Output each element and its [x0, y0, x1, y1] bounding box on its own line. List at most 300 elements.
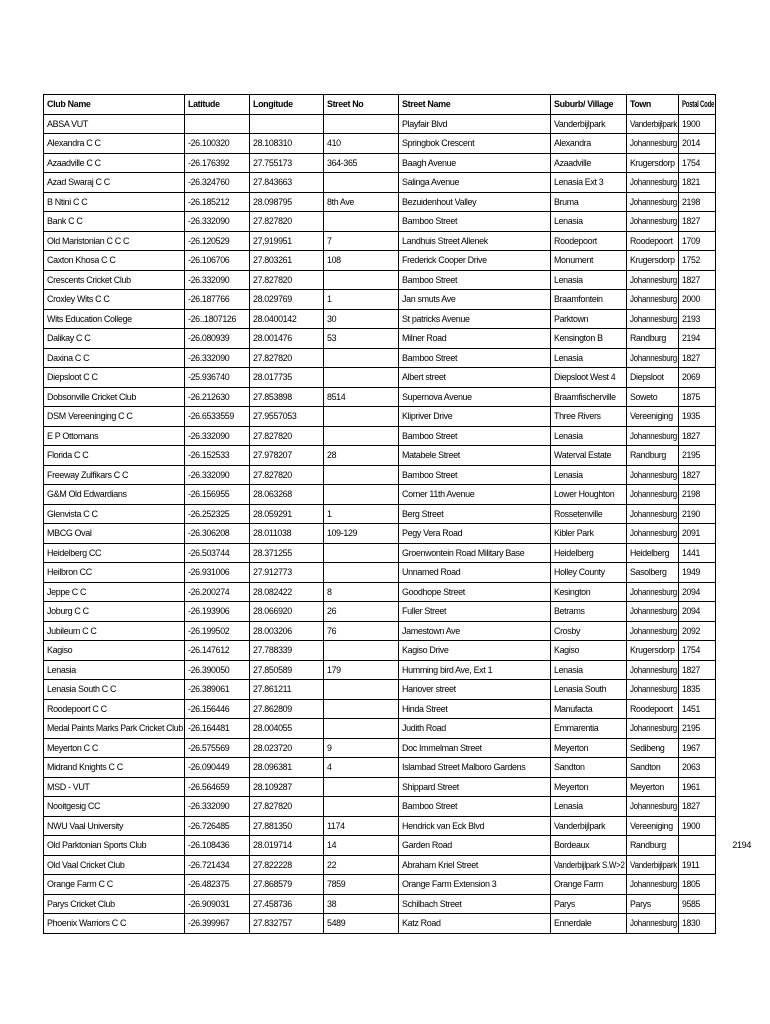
cell-town-text: Johannesburg [629, 177, 677, 187]
cell-postal-code [679, 719, 716, 739]
cell-latitude-text: -26.090449 [187, 762, 229, 772]
cell-postal-code-text: 2092 [682, 625, 701, 636]
cell-longitude [250, 914, 324, 934]
cell-street-no [324, 914, 399, 934]
cell-town-text: Meyerton [629, 781, 664, 792]
cell-postal-code-text: 9585 [682, 898, 701, 909]
cell-suburb-text: Meyerton [553, 742, 589, 753]
cell-club-name [44, 875, 185, 895]
cell-latitude-text: -26.120529 [187, 235, 229, 246]
cell-street-name [398, 192, 550, 212]
cell-longitude [250, 329, 324, 349]
cell-postal-code [679, 251, 716, 271]
cell-postal-code-text: 2069 [682, 372, 701, 382]
cell-suburb [550, 465, 626, 485]
cell-street-name-text: Unnamed Road [401, 567, 461, 577]
cell-latitude-text: -26.931006 [187, 567, 229, 577]
cell-club-name [44, 485, 185, 505]
cell-longitude-text: 27.843663 [253, 177, 293, 187]
cell-latitude [184, 173, 250, 193]
cell-club-name-text: Joburg C C [47, 606, 89, 616]
cell-street-no-text: 1 [327, 508, 332, 519]
table-row [44, 894, 716, 914]
cell-street-no-text: 7859 [327, 879, 346, 889]
cell-suburb-text: Lenasia [553, 664, 583, 675]
cell-town [626, 524, 678, 544]
header-suburb-text: Suburb/ Village [553, 99, 614, 109]
cell-longitude-text: 28.023720 [253, 742, 293, 753]
cell-postal-code-text: 1935 [682, 411, 701, 421]
cell-longitude-text: 27,919951 [253, 235, 293, 246]
cell-town [626, 777, 678, 797]
cell-suburb-text: Parys [553, 898, 575, 909]
cell-postal-code-text: 2094 [682, 606, 701, 616]
cell-longitude [250, 719, 324, 739]
cell-street-name-text: Abraham Kriel Street [401, 859, 478, 870]
cell-postal-code [679, 563, 716, 583]
cell-street-no-text: 5489 [327, 918, 346, 928]
cell-postal-code [679, 426, 716, 446]
cell-postal-code-text: 1821 [682, 177, 701, 187]
cell-town-text: Randburg [629, 333, 666, 343]
cell-town [626, 699, 678, 719]
cell-street-name [398, 309, 550, 329]
cell-club-name-text: Dobsonville Cricket Club [47, 391, 137, 402]
cell-street-name [398, 894, 550, 914]
cell-suburb-text: Rossetenville [553, 508, 603, 519]
cell-street-name-text: Baagh Avenue [401, 157, 456, 168]
cell-club-name-text: Bank C C [47, 216, 83, 226]
cell-postal-code [679, 309, 716, 329]
cell-postal-code-text: 1827 [682, 469, 701, 480]
cell-town-text: Krugersdorp [629, 157, 675, 168]
cell-club-name-text: Parys Cricket Club [47, 898, 115, 909]
cell-town-text: Johannesburg [629, 294, 677, 304]
table-row [44, 407, 716, 427]
cell-suburb [550, 329, 626, 349]
cell-street-no [324, 719, 399, 739]
cell-latitude-text: -26.399967 [187, 918, 229, 928]
cell-town [626, 309, 678, 329]
cell-suburb-text: Ennerdale [553, 918, 592, 928]
cell-street-no [324, 563, 399, 583]
cell-street-name [398, 543, 550, 563]
cell-street-name [398, 114, 550, 134]
cell-longitude-text: 27.853898 [253, 391, 293, 402]
cell-street-name [398, 251, 550, 271]
cell-postal-code-text: 1900 [682, 118, 701, 129]
cell-street-no [324, 660, 399, 680]
cell-town [626, 192, 678, 212]
cell-club-name [44, 270, 185, 290]
cell-street-name [398, 777, 550, 797]
cell-suburb [550, 563, 626, 583]
cell-street-no [324, 875, 399, 895]
cell-latitude [184, 231, 250, 251]
cell-street-no-text: 8514 [327, 391, 346, 402]
cell-latitude-text: -26.176392 [187, 157, 229, 168]
cell-town-text: Johannesburg [629, 138, 677, 148]
cell-latitude [184, 777, 250, 797]
cell-town [626, 660, 678, 680]
cell-suburb [550, 134, 626, 154]
cell-longitude [250, 407, 324, 427]
cell-street-no [324, 329, 399, 349]
cell-town-text: Krugersdorp [629, 255, 675, 265]
cell-street-name-text: Bamboo Street [401, 801, 458, 811]
cell-town-text: Johannesburg [629, 723, 677, 733]
cell-postal-code-text: 2094 [682, 586, 701, 597]
table-row [44, 173, 716, 193]
table-row [44, 446, 716, 466]
cell-latitude-text: -26.164481 [187, 723, 229, 733]
cell-town-text: Vereeniging [629, 820, 673, 831]
table-row [44, 582, 716, 602]
cell-latitude [184, 855, 250, 875]
cell-club-name [44, 719, 185, 739]
cell-club-name-text: Old Parktonian Sports Club [47, 840, 147, 850]
cell-club-name-text: Lenasia [47, 664, 76, 675]
cell-suburb [550, 231, 626, 251]
cell-latitude [184, 914, 250, 934]
cell-postal-code-text: 1949 [682, 567, 701, 577]
cell-street-no [324, 836, 399, 856]
cell-postal-code-text: 2195 [682, 450, 701, 460]
cell-suburb-text: Manufacta [553, 703, 593, 714]
cell-town [626, 816, 678, 836]
cell-street-name-text: Supernova Avenue [401, 391, 472, 402]
cell-town [626, 543, 678, 563]
cell-street-no-text: 8 [327, 586, 332, 597]
cell-street-name-text: Bamboo Street [401, 430, 458, 441]
cell-latitude [184, 641, 250, 661]
header-town [626, 95, 678, 115]
cell-suburb-text: Monument [553, 255, 593, 265]
cell-longitude-text: 28.082422 [253, 586, 293, 597]
cell-town [626, 114, 678, 134]
cell-postal-code-text: 1835 [682, 684, 701, 694]
cell-suburb [550, 660, 626, 680]
cell-street-name [398, 836, 550, 856]
table-row [44, 660, 716, 680]
cell-longitude-text: 28.001476 [253, 333, 293, 343]
cell-longitude-text: 28.011038 [253, 528, 292, 538]
cell-street-no [324, 426, 399, 446]
cell-latitude [184, 465, 250, 485]
cell-club-name [44, 894, 185, 914]
cell-suburb [550, 875, 626, 895]
cell-town [626, 485, 678, 505]
cell-street-name-text: Hanover street [401, 684, 456, 694]
cell-suburb [550, 504, 626, 524]
cell-latitude-text: -26.156446 [187, 703, 229, 714]
cell-street-no [324, 251, 399, 271]
cell-town [626, 563, 678, 583]
cell-street-name-text: Bamboo Street [401, 216, 458, 226]
cell-postal-code [679, 387, 716, 407]
cell-longitude-text: 27.861211 [253, 684, 292, 694]
cell-town-text: Johannesburg [629, 313, 677, 324]
cell-longitude-text: 27.862809 [253, 703, 293, 714]
cell-street-no [324, 680, 399, 700]
cell-club-name [44, 914, 185, 934]
cell-street-no-text: 76 [327, 625, 337, 636]
cell-club-name-text: Diepsloot C C [47, 372, 98, 382]
cell-suburb-text: Lenasia [553, 469, 583, 480]
cell-town [626, 426, 678, 446]
cell-town-text: Johannesburg [629, 216, 677, 226]
cell-club-name [44, 407, 185, 427]
cell-town-text: Johannesburg [629, 664, 677, 675]
cell-suburb-text: Lenasia [553, 216, 583, 226]
table-row [44, 855, 716, 875]
cell-longitude [250, 231, 324, 251]
cell-longitude-text: 28.019714 [253, 840, 293, 850]
cell-club-name-text: G&M Old Edwardians [47, 489, 127, 499]
cell-street-name-text: Berg Street [401, 508, 444, 519]
cell-town [626, 875, 678, 895]
cell-postal-code-text: 1827 [682, 274, 701, 285]
cell-latitude [184, 524, 250, 544]
cell-street-no [324, 738, 399, 758]
cell-street-no [324, 582, 399, 602]
cell-postal-code-text: 2198 [682, 489, 701, 499]
table-row [44, 426, 716, 446]
cell-longitude [250, 348, 324, 368]
cell-street-no [324, 641, 399, 661]
table-row [44, 719, 716, 739]
cell-street-no [324, 270, 399, 290]
cell-street-no [324, 699, 399, 719]
cell-club-name [44, 329, 185, 349]
cell-street-name [398, 875, 550, 895]
cell-street-name-text: Jan smuts Ave [401, 294, 456, 304]
cell-street-no-text: 364-365 [327, 157, 358, 168]
cell-latitude [184, 290, 250, 310]
cell-club-name [44, 836, 185, 856]
header-postal-code-text: Postal Code [682, 99, 715, 109]
cell-street-name [398, 582, 550, 602]
cell-longitude-text: 28.059291 [253, 508, 293, 519]
cell-suburb [550, 894, 626, 914]
cell-longitude-text: 27.788339 [253, 645, 293, 655]
table-row [44, 309, 716, 329]
cell-town-text: Johannesburg [629, 469, 677, 480]
table-row [44, 348, 716, 368]
cell-street-name-text: Goodhope Street [401, 586, 465, 597]
cell-longitude-text: 28.017735 [253, 372, 293, 382]
table-row [44, 114, 716, 134]
cell-town [626, 231, 678, 251]
cell-street-name [398, 680, 550, 700]
cell-suburb-text: Lenasia [553, 274, 583, 285]
cell-longitude [250, 251, 324, 271]
cell-latitude-text: -26.212630 [187, 391, 229, 402]
cell-suburb-text: Vanderbijlpark S.W>2 [553, 859, 625, 870]
cell-latitude-text: -26.156955 [187, 489, 229, 499]
cell-postal-code-text: 1827 [682, 801, 701, 811]
cell-town [626, 582, 678, 602]
cell-street-name [398, 738, 550, 758]
table-row [44, 368, 716, 388]
cell-town [626, 894, 678, 914]
cell-postal-code [679, 231, 716, 251]
cell-longitude [250, 758, 324, 778]
header-longitude [250, 95, 324, 115]
cell-latitude-text: -26.252325 [187, 508, 229, 519]
cell-suburb [550, 621, 626, 641]
cell-postal-code [679, 407, 716, 427]
cell-postal-code-text: 1830 [682, 918, 701, 928]
cell-longitude-text: 28.098795 [253, 196, 293, 207]
cell-suburb [550, 914, 626, 934]
cell-club-name-text: Azaadville C C [47, 157, 101, 168]
cell-club-name-text: Crescents Cricket Club [47, 274, 131, 285]
cell-latitude-text: -26.721434 [187, 859, 229, 870]
cell-club-name [44, 173, 185, 193]
cell-town-text: Johannesburg [629, 586, 677, 597]
header-row [44, 95, 716, 115]
cell-longitude-text: 27.827820 [253, 801, 293, 811]
cell-club-name [44, 348, 185, 368]
cell-suburb [550, 855, 626, 875]
cell-latitude [184, 407, 250, 427]
cell-longitude-text: 27.827820 [253, 430, 293, 441]
cell-street-no-text: 53 [327, 333, 337, 343]
cell-latitude-text: -26.324760 [187, 177, 229, 187]
cell-latitude [184, 251, 250, 271]
cell-street-name-text: Frederick Cooper Drive [401, 255, 487, 265]
cell-street-no-text: 179 [327, 664, 341, 675]
cell-street-name [398, 134, 550, 154]
cell-latitude [184, 114, 250, 134]
cell-town [626, 407, 678, 427]
cell-club-name [44, 134, 185, 154]
table-row [44, 504, 716, 524]
cell-club-name [44, 738, 185, 758]
cell-street-name [398, 524, 550, 544]
cell-street-name-text: Orange Farm Extension 3 [401, 879, 497, 889]
cell-longitude-text: 27.822228 [253, 859, 293, 870]
cell-longitude [250, 114, 324, 134]
cell-suburb [550, 738, 626, 758]
cell-suburb [550, 680, 626, 700]
cell-longitude [250, 212, 324, 232]
cell-suburb [550, 719, 626, 739]
cell-postal-code [679, 777, 716, 797]
cell-street-no [324, 192, 399, 212]
cell-suburb [550, 758, 626, 778]
cell-longitude [250, 465, 324, 485]
cell-longitude-text: 27.827820 [253, 469, 293, 480]
cell-longitude-text: 27.827820 [253, 274, 293, 285]
cell-street-no [324, 485, 399, 505]
cell-latitude [184, 699, 250, 719]
cell-postal-code [679, 290, 716, 310]
cell-town [626, 329, 678, 349]
cell-town-text: Sandton [629, 762, 661, 772]
cell-club-name-text: Heilbron CC [47, 567, 92, 577]
cell-town-text: Johannesburg [629, 606, 677, 616]
header-street-name-text: Street Name [401, 99, 451, 109]
table-row [44, 485, 716, 505]
cell-longitude [250, 134, 324, 154]
cell-postal-code [679, 602, 716, 622]
cell-club-name [44, 660, 185, 680]
cell-street-name [398, 504, 550, 524]
cell-latitude [184, 816, 250, 836]
table-body [44, 114, 751, 933]
table-row [44, 387, 716, 407]
cell-suburb [550, 699, 626, 719]
cell-postal-code-text: 2194 [682, 333, 701, 343]
cell-latitude [184, 387, 250, 407]
cell-latitude-text: -26.909031 [187, 898, 229, 909]
cell-street-name [398, 387, 550, 407]
header-latitude-text: Latitude [187, 99, 220, 109]
cell-town [626, 914, 678, 934]
cell-town-text: Roodepoort [629, 703, 673, 714]
cell-street-name-text: Humming bird Ave, Ext 1 [401, 664, 493, 675]
cell-postal-code [679, 836, 751, 856]
cell-club-name-text: Daxina C C [47, 352, 90, 363]
cell-street-no [324, 777, 399, 797]
cell-street-name [398, 426, 550, 446]
cell-club-name [44, 699, 185, 719]
cell-latitude [184, 719, 250, 739]
cell-street-name-text: Islambad Street Malboro Gardens [401, 762, 526, 772]
cell-town-text: Johannesburg [629, 879, 677, 889]
cell-longitude [250, 368, 324, 388]
cell-postal-code [679, 855, 716, 875]
cell-suburb-text: Holley County [553, 567, 605, 577]
cell-street-name-text: Judith Road [401, 723, 446, 733]
cell-suburb [550, 777, 626, 797]
table-row [44, 543, 716, 563]
cell-town-text: Johannesburg [629, 196, 677, 207]
cell-suburb-text: Lenasia [553, 801, 583, 811]
cell-street-name [398, 231, 550, 251]
cell-latitude-text: -26.482375 [187, 879, 229, 889]
cell-longitude-text: 27.850589 [253, 664, 293, 675]
table-row [44, 329, 716, 349]
cell-street-name-text: Schilbach Street [401, 898, 462, 909]
cell-suburb-text: Braamfischerville [553, 391, 616, 402]
cell-street-no-text: 22 [327, 859, 337, 870]
spreadsheet-page [43, 94, 751, 934]
cell-longitude [250, 875, 324, 895]
cell-postal-code-text: 2000 [682, 294, 701, 304]
cell-street-name [398, 914, 550, 934]
cell-latitude [184, 602, 250, 622]
cell-street-name [398, 855, 550, 875]
cell-town-text: Johannesburg [629, 508, 677, 519]
cell-latitude-text: -26.199502 [187, 625, 229, 636]
cell-latitude-text: -26.332090 [187, 469, 229, 480]
cell-club-name [44, 797, 185, 817]
cell-longitude-text: 27.827820 [253, 216, 293, 226]
cell-suburb [550, 407, 626, 427]
cell-street-name-text: Kagiso Drive [401, 645, 449, 655]
cell-club-name-text: Heidelberg CC [47, 547, 102, 558]
cell-club-name-text: E P Ottomans [47, 430, 99, 441]
cell-latitude-text: -26.332090 [187, 274, 229, 285]
table-row [44, 914, 716, 934]
cell-latitude-text: -26.187766 [187, 294, 229, 304]
cell-suburb-text: Bruma [553, 196, 579, 207]
cell-postal-code [679, 504, 716, 524]
cell-street-name [398, 173, 550, 193]
